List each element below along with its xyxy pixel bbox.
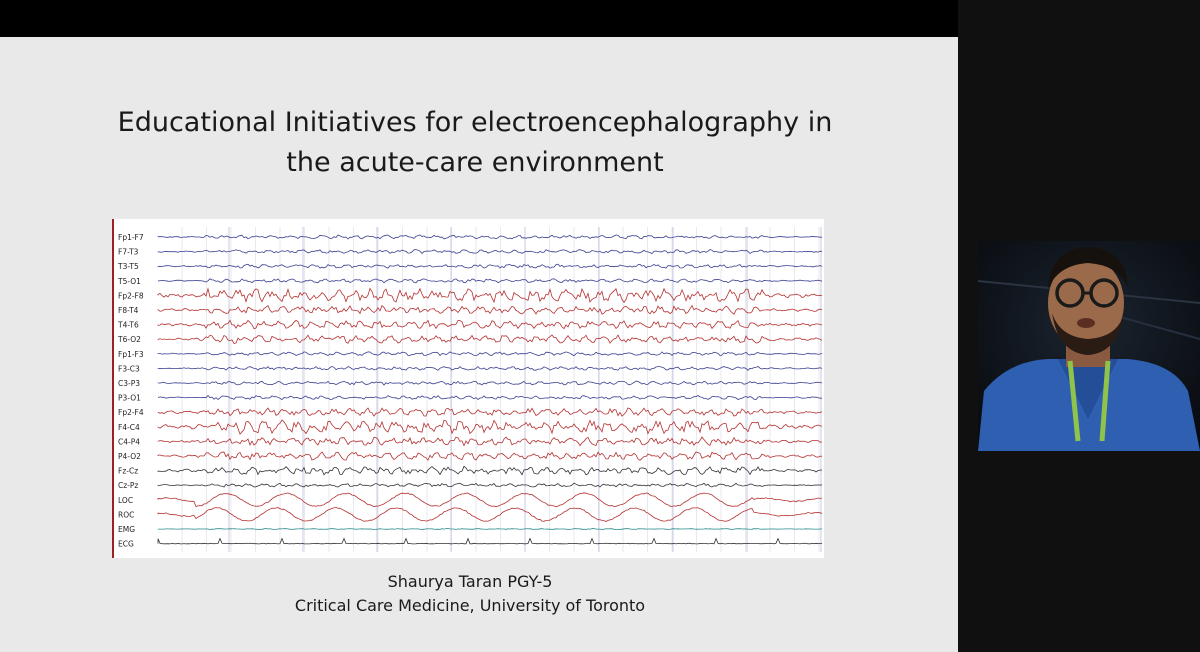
eeg-channel-label: C3-P3 [118, 379, 141, 388]
eeg-channel-label: LOC [118, 495, 134, 505]
eeg-channel-label: T4-T6 [118, 320, 139, 330]
slide-title [95, 103, 855, 183]
eeg-trace [158, 408, 822, 416]
eeg-trace [158, 420, 822, 434]
presenter-video-tile[interactable] [978, 241, 1200, 451]
eeg-trace [158, 466, 822, 475]
eeg-trace [158, 508, 822, 522]
eeg-trace [158, 529, 822, 530]
eeg-trace [158, 437, 822, 446]
author-name: Shaurya Taran PGY-5 [387, 572, 553, 591]
eeg-channel-label: EMG [118, 525, 136, 534]
eeg-trace [158, 279, 822, 283]
eeg-trace [158, 306, 822, 315]
eeg-channel-label: F4-C4 [118, 422, 140, 432]
author-affiliation: Critical Care Medicine, University of Toronto [294, 596, 646, 615]
eeg-channel-label: F3-C3 [118, 364, 140, 374]
author-block [230, 570, 710, 618]
eeg-recording-image [112, 219, 824, 558]
eeg-trace [158, 539, 822, 544]
eeg-channel-label: T6-O2 [118, 335, 141, 345]
eeg-trace [158, 483, 822, 487]
eeg-channel-label: ECG [118, 539, 134, 549]
eeg-trace [158, 320, 822, 328]
eeg-trace [158, 452, 822, 460]
eeg-channel-label: Cz-Pz [118, 481, 139, 491]
eeg-trace [158, 396, 822, 400]
eeg-channel-label: F8-T4 [118, 306, 139, 315]
eeg-channel-label: F7-T3 [118, 247, 139, 257]
eeg-trace [158, 366, 822, 370]
eeg-trace [158, 264, 822, 268]
eeg-channel-label: Fz-Cz [118, 466, 139, 476]
eeg-trace [158, 493, 822, 507]
eeg-channel-label: Fp1-F3 [118, 349, 144, 359]
eeg-channel-label: P4-O2 [118, 452, 141, 461]
eeg-trace [158, 250, 822, 254]
slide-title-line-1: Educational Initiatives for electroencephalography in [117, 107, 833, 138]
eeg-trace [158, 381, 822, 385]
eeg-channel-label: T5-O1 [118, 276, 141, 286]
eeg-channel-label: Fp2-F4 [118, 408, 144, 418]
eeg-channel-label: ROC [118, 510, 135, 520]
eeg-channel-label: Fp1-F7 [118, 233, 144, 242]
eeg-trace [158, 289, 822, 303]
eeg-trace [158, 352, 822, 356]
eeg-channel-label: T3-T5 [118, 262, 139, 272]
eeg-trace [158, 335, 822, 343]
eeg-traces [114, 219, 822, 558]
eeg-channel-label: P3-O1 [118, 393, 141, 403]
eeg-channel-label: C4-P4 [118, 437, 141, 447]
slide-title-line-2: the acute-care environment [286, 147, 664, 178]
presenter-video-feed [978, 241, 1200, 451]
top-bar [0, 0, 960, 37]
eeg-trace [158, 235, 822, 239]
eeg-channel-label: Fp2-F8 [118, 291, 144, 301]
